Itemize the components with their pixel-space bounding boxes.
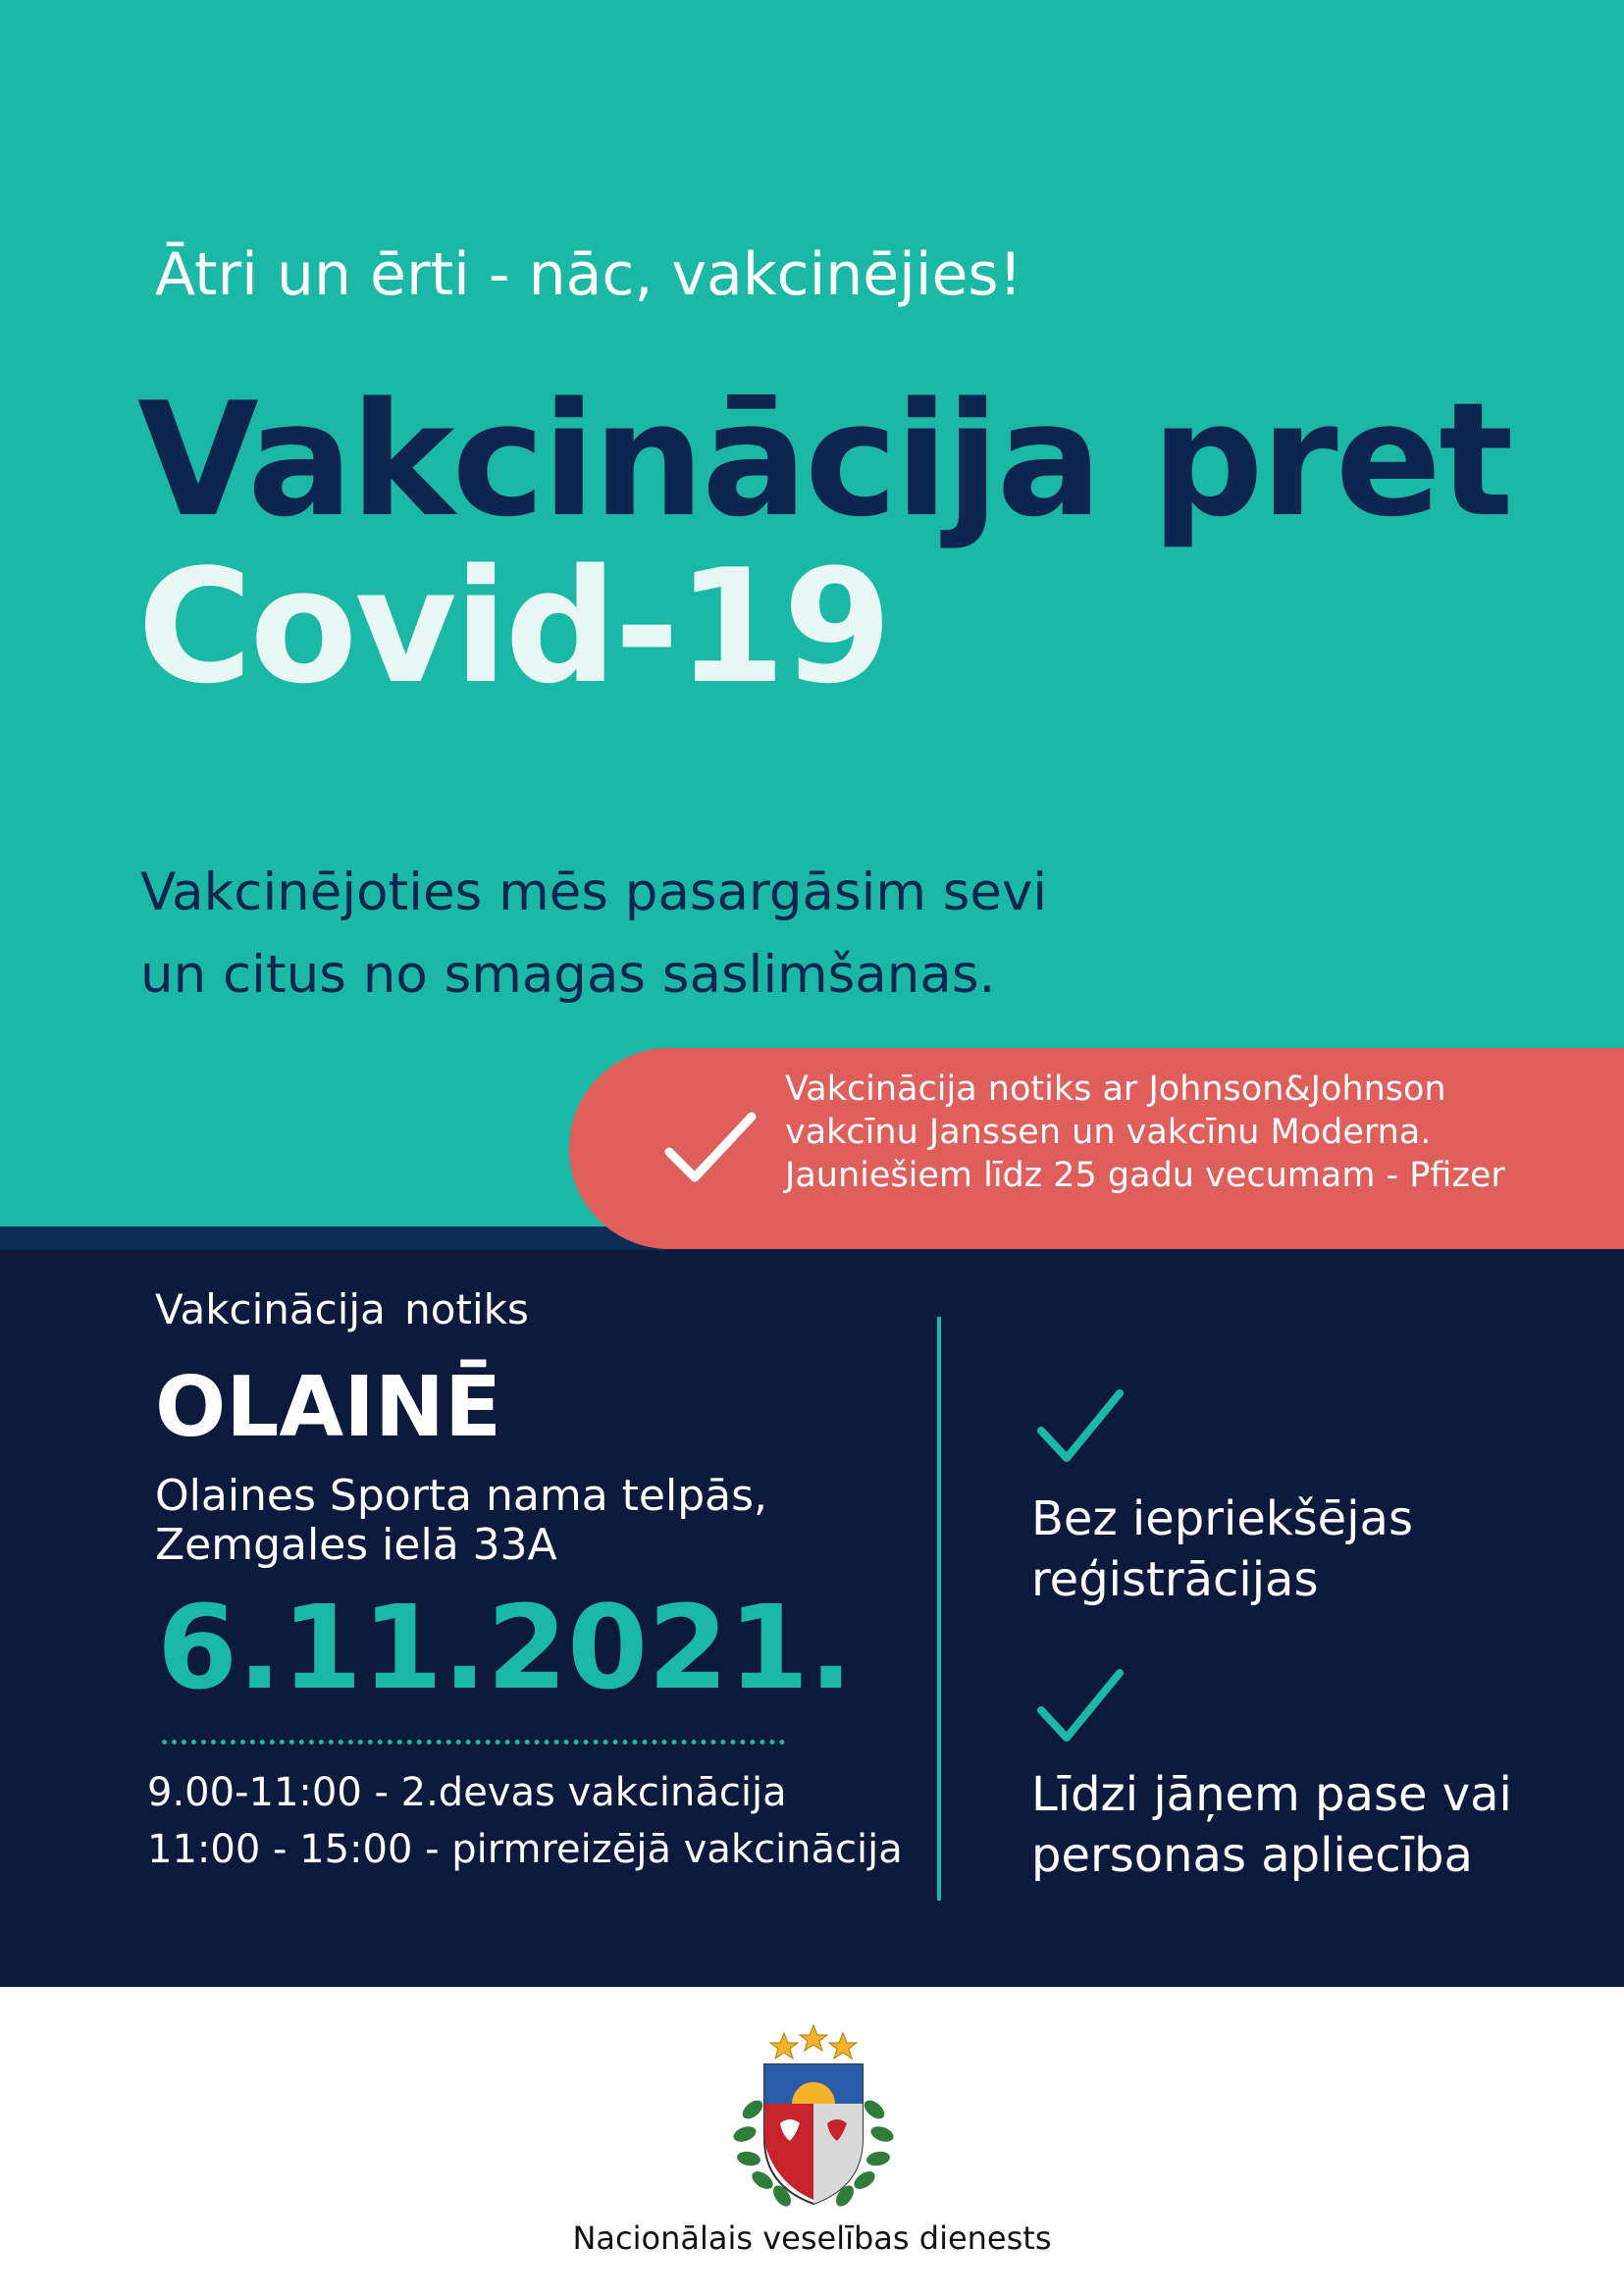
lead-line-2: un citus no smagas saslimšanas.	[140, 945, 996, 1005]
vaccine-notice-text	[785, 1068, 1505, 1197]
schedule-item: 9.00-11:00 - 2.devas vakcinācija	[147, 1770, 787, 1815]
feature-line: Līdzi jāņem pase vai	[1031, 1767, 1512, 1822]
check-icon	[663, 1109, 758, 1187]
page-title-line-2: Covid-19	[137, 535, 890, 718]
organization-name: Nacionālais veselības dienests	[572, 2219, 1052, 2257]
feature-line: personas apliecība	[1031, 1828, 1473, 1883]
lead-line-1: Vakcinējoties mēs pasargāsim sevi	[140, 862, 1048, 922]
schedule	[147, 1764, 903, 1878]
vertical-divider	[937, 1317, 941, 1901]
city-name: OLAINĒ	[155, 1359, 502, 1456]
address-line-2: Zemgales ielā 33A	[155, 1520, 557, 1570]
lead-text	[140, 852, 1047, 1017]
feature-no-registration	[1031, 1488, 1413, 1610]
tagline: Ātri un ērti - nāc, vakcinējies!	[155, 240, 1022, 309]
feature-bring-id	[1031, 1764, 1512, 1886]
notice-line: Jauniešiem līdz 25 gadu vecumam - Pfizer	[785, 1156, 1505, 1195]
address	[155, 1472, 767, 1570]
vaccine-notice-banner	[569, 1048, 1624, 1249]
address-line-1: Olaines Sporta nama telpās,	[155, 1471, 767, 1521]
dotted-divider	[162, 1740, 785, 1745]
event-date: 6.11.2021.	[157, 1580, 854, 1715]
page-title-line-1: Vakcinācija pret	[137, 368, 1511, 551]
notice-line: Vakcinācija notiks ar Johnson&Johnson	[785, 1070, 1446, 1109]
check-icon	[1035, 1665, 1126, 1746]
check-icon	[1035, 1385, 1126, 1466]
notice-line: vakcīnu Janssen un vakcīnu Moderna.	[785, 1113, 1432, 1152]
feature-line: Bez iepriekšējas	[1031, 1491, 1413, 1546]
schedule-item: 11:00 - 15:00 - pirmreizējā vakcinācija	[147, 1827, 903, 1872]
coat-of-arms-icon	[723, 2021, 904, 2218]
feature-line: reģistrācijas	[1031, 1552, 1319, 1607]
location-intro: Vakcinācija notiks	[155, 1285, 529, 1333]
